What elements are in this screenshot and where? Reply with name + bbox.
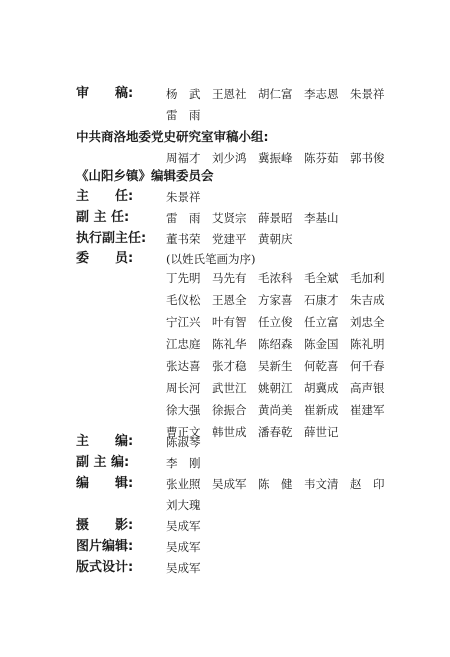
member-name: 高声银 <box>350 381 385 395</box>
member-name: 崔建军 <box>350 403 385 417</box>
chief-editor-label: 主 编: <box>76 434 134 449</box>
member-name: 崔新成 <box>304 403 339 417</box>
member-name: 陈金国 <box>304 337 339 351</box>
member-name: 马先有 <box>212 271 247 285</box>
member-name: 胡冀成 <box>304 381 339 395</box>
member-name: 陈礼明 <box>350 337 385 351</box>
member-name: 叶有智 <box>212 315 247 329</box>
deputy-director-label: 副 主 任: <box>76 210 130 225</box>
image-editor-label: 图片编辑: <box>76 539 134 554</box>
director-label: 主 任: <box>76 189 134 204</box>
exec-deputy-label: 执行副主任: <box>76 231 147 246</box>
photography-label: 摄 影: <box>76 518 134 533</box>
member-name: 任立俊 <box>258 315 293 329</box>
member-name: 任立富 <box>304 315 339 329</box>
image-editor-name: 吴成军 <box>166 540 201 554</box>
editors-names-line1: 张业照 吴成军 陈 健 韦文清 赵 印 <box>166 477 385 491</box>
photography-name: 吴成军 <box>166 519 201 533</box>
member-name: 张才稳 <box>212 359 247 373</box>
member-name: 朱吉成 <box>350 293 385 307</box>
member-name: 韩世成 <box>212 425 247 439</box>
member-name: 张达喜 <box>166 359 201 373</box>
chief-editor-name: 陈淑琴 <box>166 435 201 449</box>
member-name: 丁先明 <box>166 271 201 285</box>
members-note: (以姓氏笔画为序) <box>166 252 256 266</box>
member-name: 武世江 <box>212 381 247 395</box>
editors-names-line2: 刘大瑰 <box>166 498 201 512</box>
member-name: 毛全斌 <box>304 271 339 285</box>
member-name: 石康才 <box>304 293 339 307</box>
deputy-chief-editor-label: 副 主 编: <box>76 455 130 470</box>
members-grid <box>166 270 396 440</box>
member-name: 曹正文 <box>166 425 201 439</box>
editors-label: 编 辑: <box>76 476 134 491</box>
member-name: 王恩全 <box>212 293 247 307</box>
member-name: 毛加利 <box>350 271 385 285</box>
deputy-director-names: 雷 雨 艾贤宗 薛景昭 李基山 <box>166 211 339 225</box>
member-name: 潘春乾 <box>258 425 293 439</box>
review-group-heading: 中共商洛地委党史研究室审稿小组: <box>76 129 269 144</box>
member-name: 毛仪松 <box>166 293 201 307</box>
reviewers-names-line2: 雷 雨 <box>166 108 201 122</box>
member-name: 何千春 <box>350 359 385 373</box>
members-label: 委 员: <box>76 251 134 266</box>
member-name: 薛世记 <box>304 425 339 439</box>
reviewers-names-line1: 杨 武 王恩社 胡仁富 李志恩 朱景祥 <box>166 87 385 101</box>
member-name: 江忠庭 <box>166 337 201 351</box>
member-name: 徐大强 <box>166 403 201 417</box>
review-group-names: 周福才 刘少鸿 冀振峰 陈芬茹 郭书俊 <box>166 151 385 165</box>
layout-design-label: 版式设计: <box>76 560 134 575</box>
exec-deputy-names: 董书荣 党建平 黄朝庆 <box>166 232 293 246</box>
member-name: 吴新生 <box>258 359 293 373</box>
member-name: 毛浓科 <box>258 271 293 285</box>
member-name: 宁江兴 <box>166 315 201 329</box>
director-name: 朱景祥 <box>166 190 201 204</box>
member-name: 陈绍森 <box>258 337 293 351</box>
reviewers-label: 审 稿: <box>76 86 134 101</box>
member-name: 方家喜 <box>258 293 293 307</box>
member-name: 何乾喜 <box>304 359 339 373</box>
deputy-chief-editor-name: 李 刚 <box>166 456 201 470</box>
member-name: 周长河 <box>166 381 201 395</box>
member-name: 陈礼华 <box>212 337 247 351</box>
committee-heading: 《山阳乡镇》编辑委员会 <box>76 168 214 183</box>
layout-design-name: 吴成军 <box>166 561 201 575</box>
member-name: 徐振合 <box>212 403 247 417</box>
member-name: 姚朝江 <box>258 381 293 395</box>
member-name: 黄尚美 <box>258 403 293 417</box>
member-name: 刘忠全 <box>350 315 385 329</box>
